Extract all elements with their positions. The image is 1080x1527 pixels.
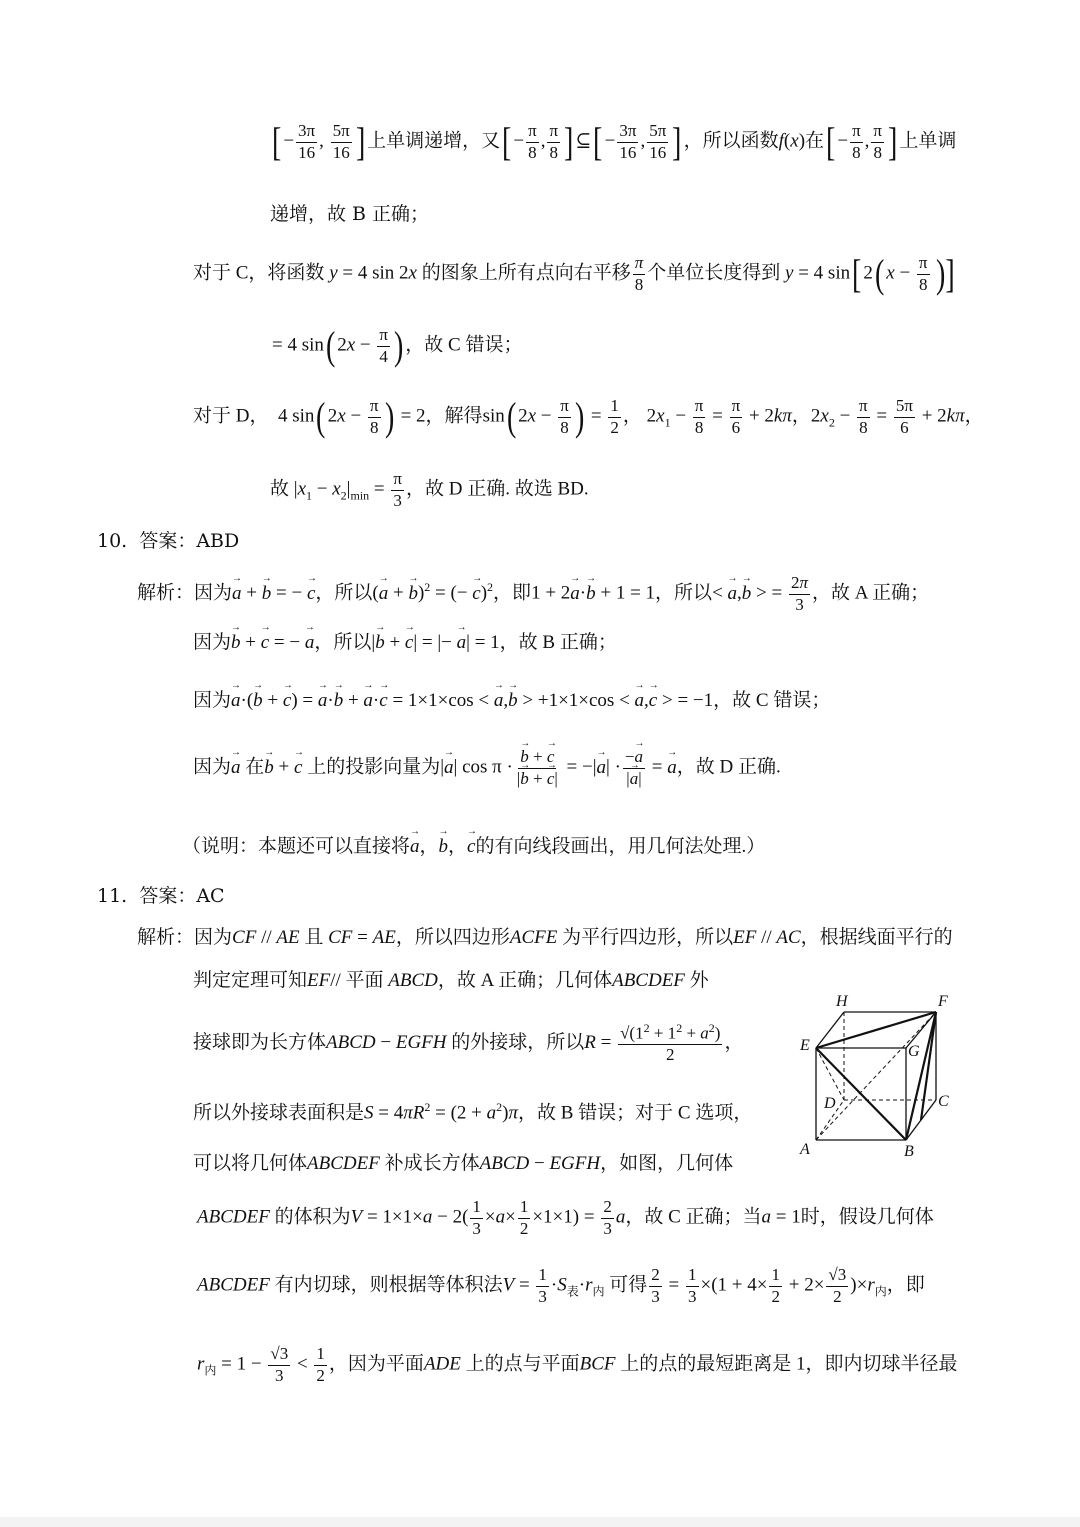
q9-l6-a: 故 xyxy=(270,478,290,500)
q9-line-6: 故 $|x_1 - x_2|_{min}$ = $\frac{\pi}{3}$ ，故 D 正确. 故选 BD. xyxy=(270,469,589,510)
q9-line-3: 对于 C，将函数 y = 4 sin 2x 的图象上所有点向右平移 $\frac{\pi}{8}$ 个单位长度得到 y = 4 sin[ 2( x − $\frac{\pi}{8}$ )] xyxy=(193,251,955,297)
q10-l1-e: ，故 A 正确； xyxy=(812,582,930,604)
q11-line-6: ABCDEF 的体积为V = 1×1×a − 2( $\frac{1}{3}$ ×a× $\frac{1}{2}$ ×1×1) = $\frac{2}{3}$ a，故 C 正确；当a = 1时，假设几何体 xyxy=(197,1197,934,1238)
q10-note-a: （说明：本题还可以直接将 xyxy=(182,836,411,857)
q10-l1-d: ，所以 xyxy=(655,582,713,604)
q9-l6-b: ，故 D 正确. 故选 BD. xyxy=(405,478,589,500)
q11-line-2: 判定定理可知EF// 平面 ABCD，故 A 正确；几何体ABCDEF 外 xyxy=(193,970,709,991)
q11-l1-a: 因为 xyxy=(194,927,233,948)
q11-line-1: 解析：因为CF // AE 且 CF = AE，所以四边形ACFE 为平行四边形，所以EF // AC，根据线面平行的 xyxy=(137,927,953,948)
q10-l3-a: 因为 xyxy=(193,690,232,711)
q10-l3-b: ，故 C 错误； xyxy=(713,690,831,711)
q11-l5-b: 补成长方体 xyxy=(384,1153,480,1174)
q11-l2-a: 判定定理可知 xyxy=(193,970,308,991)
q10-l1-b: ，所以 xyxy=(315,582,373,604)
q10-l4-c: 上的投影向量为 xyxy=(307,756,441,778)
q10-l4-a: 因为 xyxy=(193,756,232,778)
q11-l7-c: 可得 xyxy=(609,1274,648,1296)
q10-note: （说明：本题还可以直接将→ a，→ b，→ c的有向线段画出，用几何法处理.） xyxy=(182,836,765,859)
q9-line-5: 对于 D， 4 sin( 2x − $\frac{\pi}{8}$ ) = 2，解得sin( 2x − $\frac{\pi}{8}$ ) = $\frac{1}{2}$ ， $2x_1$ − $\frac{\pi}{8}$ = $\frac{\pi}{6}$ + 2kπ，$2x_2$ − $\frac{\pi}{8}$ = $\frac{5\pi}{6}$ + 2kπ， xyxy=(193,394,984,440)
q9-l1-c: 在 xyxy=(805,130,825,152)
cuboid-figure xyxy=(796,990,966,1160)
q11-label: 解析： xyxy=(137,927,195,948)
label-H: H xyxy=(836,993,848,1010)
q9-l1-a: 上单调递增，又 xyxy=(367,130,501,152)
label-C: C xyxy=(938,1093,949,1110)
q11-l6-b: 的体积为 xyxy=(274,1206,351,1228)
q9-l1-b: ，所以函数 xyxy=(683,130,779,152)
q11-line-8: $r_内 = 1$ − $\frac{√3}{3}$ < $\frac{1}{2}$ ，因为平面ADE 上的点与平面BCF 上的点的最短距离是 1，即内切球半径最 xyxy=(197,1344,958,1385)
q9-line-1: [ − $\frac{3\pi}{16}$ , $\frac{5\pi}{16}$ ] 上单调递增，又[ − $\frac{\pi}{8}$ , $\frac{\pi}{8}$ ] ⊆[ − $\frac{3\pi}{16}$ , $\frac{5\pi}{16}$ ] ，所以函数f(x)在[ − $\frac{\pi}{8}$ , $\frac{\pi}{8}$ ] 上单调 xyxy=(271,119,957,165)
q11-l1-d: ，根据线面平行的 xyxy=(800,927,953,948)
q11-number: 11. xyxy=(97,885,128,907)
q11-header xyxy=(97,885,225,908)
q11-l1-b: ，所以四边形 xyxy=(395,927,510,948)
q10-line-3: 因为→ a·(→ b + → c) = → a·→ b + → a·→ c = 1×1×cos < → a,→ b > +1×1×cos < → a,→ c > = −1，故 C 错误； xyxy=(193,690,830,713)
q11-answer: 答案：AC xyxy=(139,885,225,907)
q11-l2-b: ，故 A 正确；几何体 xyxy=(437,970,613,991)
page-bottom-strip xyxy=(0,1517,1080,1527)
q10-answer: 答案：ABD xyxy=(139,530,240,552)
q11-line-4: 所以外接球表面积是$S = 4\pi R^2 = (2 + a^2)\pi$，故 B 错误；对于 C 选项， xyxy=(193,1100,753,1124)
q11-l5-a: 可以将几何体 xyxy=(193,1153,308,1174)
q11-l6-d: 时，假设几何体 xyxy=(800,1206,934,1228)
q11-l8-b: ，因为平面 xyxy=(328,1353,424,1375)
q10-l2-c: ，故 B 正确； xyxy=(499,632,617,653)
q10-number: 10. xyxy=(97,530,128,552)
q11-l3-a: 接球即为长方体 xyxy=(193,1031,327,1053)
label-D: D xyxy=(824,1095,836,1112)
q11-l6-c: ，故 C 正确；当 xyxy=(625,1206,762,1228)
q10-l1-a: 因为 xyxy=(194,582,233,604)
q10-line-4: 因为→ a 在→ b + → c 上的投影向量为|→ a| cos π · → $\frac{b + \to c}{|\to b + \to c|}$ = −|→ a| · $\frac{-\to a}{|\to a|}$ = → a，故 D 正确. xyxy=(193,748,781,788)
q10-line-1: 解析：因为→ a + → b = − → c，所以(→ a + → b)$^2$ = (− → c)$^2$，即1 + 2→ a·→ b + 1 = 1，所以< → a,→ b > = $\frac{2\pi}{3}$ ，故 A 正确； xyxy=(137,574,929,614)
q11-l4-b: ，故 B 错误；对于 C 选项， xyxy=(517,1102,753,1124)
q11-line-5: 可以将几何体ABCDEF 补成长方体ABCD − EGFH，如图，几何体 xyxy=(193,1153,734,1174)
label-A: A xyxy=(800,1141,810,1158)
q11-line-3: 接球即为长方体ABCD − EGFH 的外接球，所以R = $\frac{√(1^2 + 1^2 + a^2)}{2}$ ， xyxy=(193,1021,744,1065)
q10-l1-c: ，即 xyxy=(493,582,532,604)
q11-l1-c: 为平行四边形，所以 xyxy=(562,927,734,948)
q11-l5-c: ，如图，几何体 xyxy=(600,1153,734,1174)
q10-note-b: 的有向线段画出，用几何法处理.） xyxy=(475,836,766,857)
q9-l1-d: 上单调 xyxy=(899,130,957,152)
q10-l4-b: 在 xyxy=(245,756,265,778)
label-E: E xyxy=(800,1037,810,1054)
q10-header xyxy=(97,530,239,553)
q9-l5-a: 对于 D， xyxy=(193,405,269,427)
q11-l3-b: 的外接球，所以 xyxy=(451,1031,585,1053)
q10-l2-b: ，所以 xyxy=(314,632,372,653)
label-G: G xyxy=(908,1043,920,1060)
q9-line-4: = 4 sin( 2x − $\frac{\pi}{4}$ ) ，故 C 错误； xyxy=(272,323,523,369)
label-B: B xyxy=(904,1143,914,1160)
q11-l8-d: 上的点的最短距离是 1，即内切球半径最 xyxy=(620,1353,958,1375)
q10-label: 解析： xyxy=(137,582,195,604)
q11-l7-b: 有内切球，则根据等体积法 xyxy=(274,1274,503,1296)
q9-l4-tail: ，故 C 错误； xyxy=(405,334,523,356)
q9-l3-c: 个单位长度得到 xyxy=(647,262,781,284)
q9-l3-b: 的图象上所有点向右平移 xyxy=(421,262,631,284)
q11-l8-c: 上的点与平面 xyxy=(465,1353,580,1375)
q10-l4-d: ，故 D 正确. xyxy=(676,756,781,778)
q9-l3-a: 对于 C，将函数 xyxy=(193,262,325,284)
label-F: F xyxy=(938,993,948,1010)
q11-l4-a: 所以外接球表面积是 xyxy=(193,1102,365,1124)
q10-line-2: 因为→ b + → c = − → a，所以|→ b + → c| = |− → a| = 1，故 B 正确； xyxy=(193,632,617,655)
q11-l2-c: 外 xyxy=(689,970,709,991)
q10-l2-a: 因为 xyxy=(193,632,232,653)
q11-line-7: ABCDEF 有内切球，则根据等体积法V = $\frac{1}{3}$ $\cdot S_表\cdot r_内$ 可得 $\frac{2}{3}$ = $\frac{1}{3}$ ×(1 + 4× $\frac{1}{2}$ + 2× $\frac{√3}{2}$ )$\times r_内$，即 xyxy=(197,1265,925,1306)
q9-l5-b: ，解得 xyxy=(425,405,483,427)
q11-l7-d: ，即 xyxy=(886,1274,925,1296)
q9-line-2: 递增，故 B 正确； xyxy=(270,203,430,225)
